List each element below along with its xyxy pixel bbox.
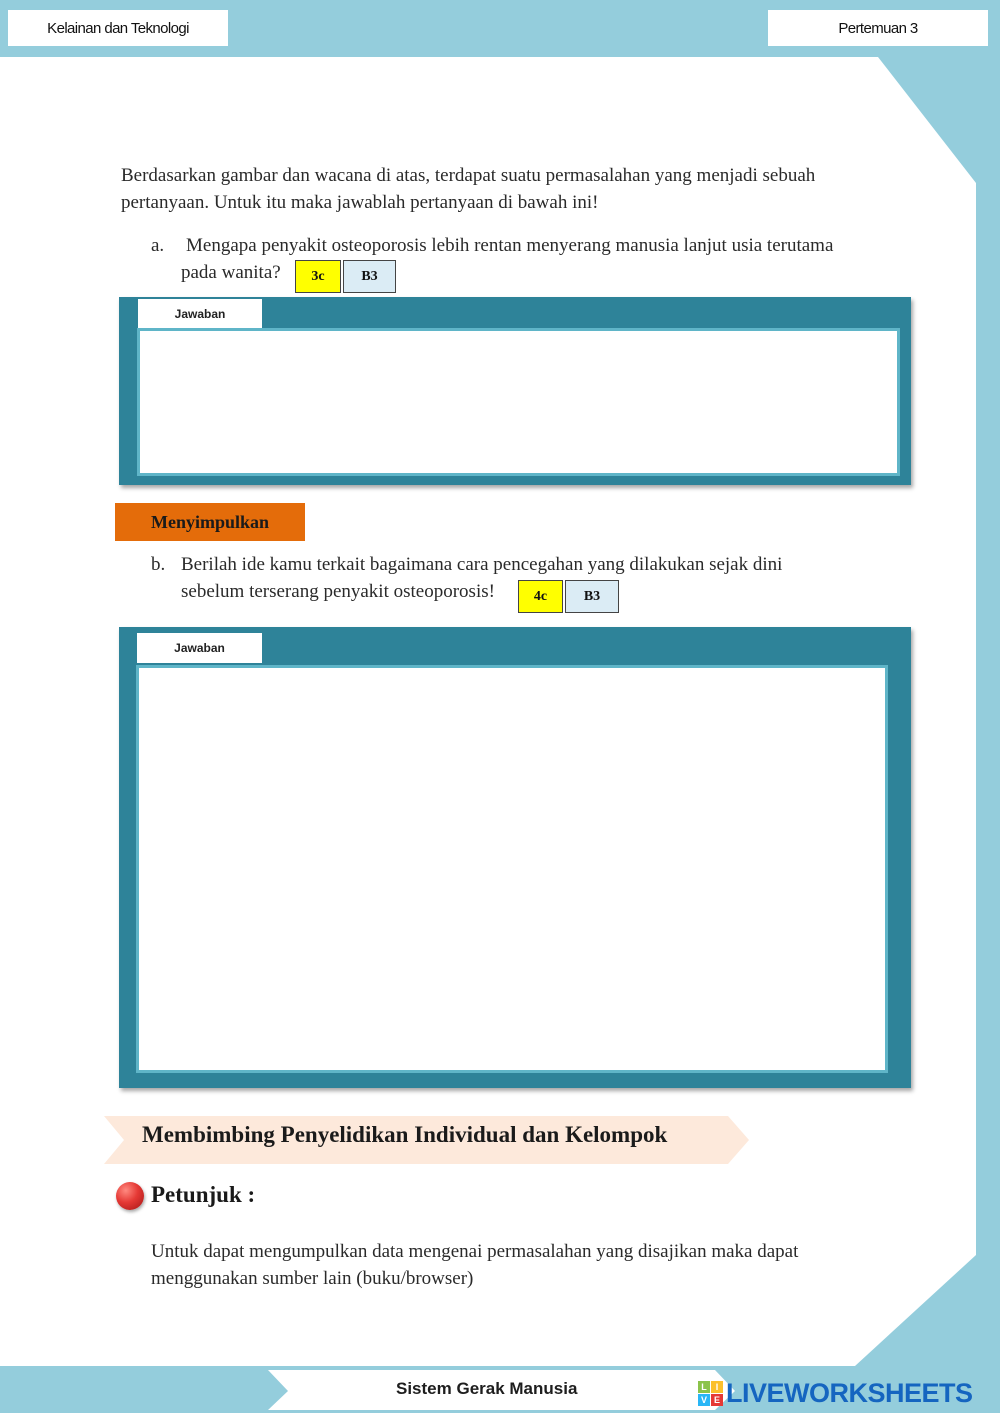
header-left-title: Kelainan dan Teknologi [8,10,228,46]
question-b-level-tag: 4c [518,580,563,613]
question-a-code-tag: B3 [343,260,396,293]
intro-paragraph [121,162,901,216]
question-b-line-2: sebelum terserang penyakit osteoporosis! [181,581,495,602]
red-bullet-icon [116,1182,144,1210]
question-b-line-1: Berilah ide kamu terkait bagaimana cara pencegahan yang dilakukan sejak dini [181,554,783,575]
answer-a-frame [119,297,911,485]
footer-title: Sistem Gerak Manusia [396,1379,578,1398]
instructions-paragraph [151,1238,911,1292]
answer-b-label: Jawaban [137,633,262,663]
intro-line-2: pertanyaan. Untuk itu maka jawablah pertanyaan di bawah ini! [121,192,599,213]
liveworksheets-logo-text: LIVEWORKSHEETS [726,1377,973,1408]
instructions-line-2: menggunakan sumber lain (buku/browser) [151,1268,474,1289]
answer-b-input[interactable] [136,665,888,1073]
logo-tile-i: I [711,1381,723,1393]
menyimpulkan-label: Menyimpulkan [115,503,305,541]
header-right-title: Pertemuan 3 [768,10,988,46]
liveworksheets-logo-icon [698,1381,723,1406]
question-a-marker: a. [151,235,165,256]
instructions-line-1: Untuk dapat mengumpulkan data mengenai permasalahan yang disajikan maka dapat [151,1241,799,1262]
section-banner-title: Membimbing Penyelidikan Individual dan Kelompok [142,1122,668,1147]
question-b-marker: b. [151,554,166,575]
question-b-code-tag: B3 [565,580,619,613]
question-a-level-tag: 3c [295,260,341,293]
question-a-line-2: pada wanita? [181,262,281,283]
answer-a-label: Jawaban [138,299,262,329]
right-strip [976,180,1000,1280]
logo-tile-e: E [711,1394,723,1406]
liveworksheets-logo[interactable] [698,1377,994,1409]
logo-tile-l: L [698,1381,710,1393]
answer-b-frame [119,627,911,1088]
intro-line-1: Berdasarkan gambar dan wacana di atas, terdapat suatu permasalahan yang menjadi sebuah [121,165,816,186]
question-a-line-1: Mengapa penyakit osteoporosis lebih rentan menyerang manusia lanjut usia terutama [186,235,834,256]
answer-a-input[interactable] [137,328,900,476]
instructions-heading: Petunjuk : [151,1182,256,1207]
logo-tile-v: V [698,1394,710,1406]
